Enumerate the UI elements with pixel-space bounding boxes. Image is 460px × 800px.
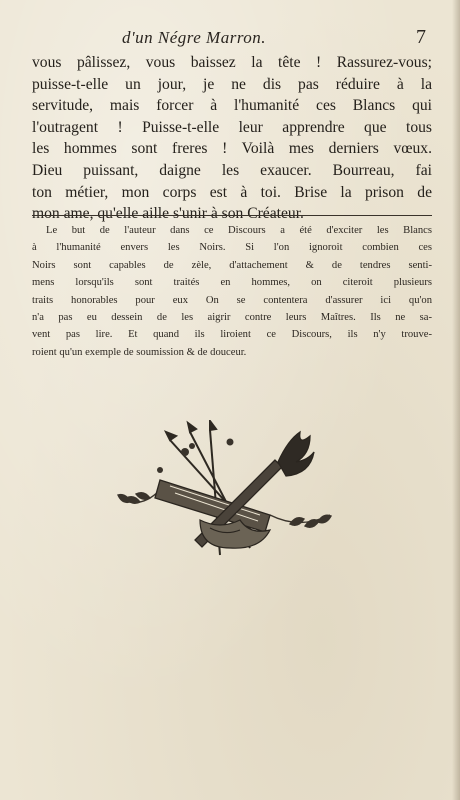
footnote-block bbox=[32, 222, 432, 361]
footnote-line: vent pas lire. Et quand ils liroient ce Discours, ils n'y trouve- bbox=[32, 329, 432, 341]
page-number: 7 bbox=[416, 26, 426, 48]
text-line: vous pâlissez, vous baissez la tête ! Rassurez-vous; bbox=[32, 54, 432, 71]
main-text-block bbox=[32, 52, 432, 225]
footnote-line: mens lorsqu'ils sont traités en hommes, on citeroit plusieurs bbox=[32, 277, 432, 289]
footnote-line: n'a pas eu dessein de les aigrir contre leurs Maîtres. Ils ne sa- bbox=[32, 312, 432, 324]
footnote-line: Noirs sont capables de zèle, d'attachement & de tendres senti- bbox=[32, 259, 432, 271]
text-line: Dieu puissant, daigne les exaucer. Bourreau, fai bbox=[32, 161, 432, 179]
text-line: l'outragent ! Puisse-t-elle leur apprendre que tous bbox=[32, 118, 432, 136]
footnote-line: roient qu'un exemple de soumission & de douceur. bbox=[32, 346, 247, 358]
footnote-line: Le but de l'auteur dans ce Discours a été d'exciter les Blancs bbox=[46, 225, 432, 236]
text-line: les hommes sont freres ! Voilà mes derniers vœux. bbox=[32, 140, 432, 158]
footnote-line: à l'humanité envers les Noirs. Si l'on ignoroit combien ces bbox=[32, 242, 432, 254]
footnote-line: traits honorables pour eux On se contentera d'assurer ici qu'on bbox=[32, 294, 432, 306]
text-line: ton métier, mon corps est à toi. Brise la prison de bbox=[32, 183, 432, 201]
footnote-separator-rule bbox=[32, 215, 432, 216]
text-line: puisse-t-elle un jour, je ne dis pas réduire à la bbox=[32, 75, 432, 93]
page-edge-shadow bbox=[452, 0, 460, 800]
text-line: mon ame, qu'elle aille s'unir à son Créateur. bbox=[32, 205, 304, 223]
running-title: d'un Négre Marron. bbox=[122, 28, 267, 47]
tailpiece-ornament bbox=[100, 420, 350, 570]
text-line: servitude, mais forcer à l'humanité ces Blancs qui bbox=[32, 97, 432, 115]
page-header bbox=[32, 28, 432, 50]
laurel-branch-right bbox=[270, 515, 331, 527]
laurel-branch-left bbox=[118, 490, 160, 503]
